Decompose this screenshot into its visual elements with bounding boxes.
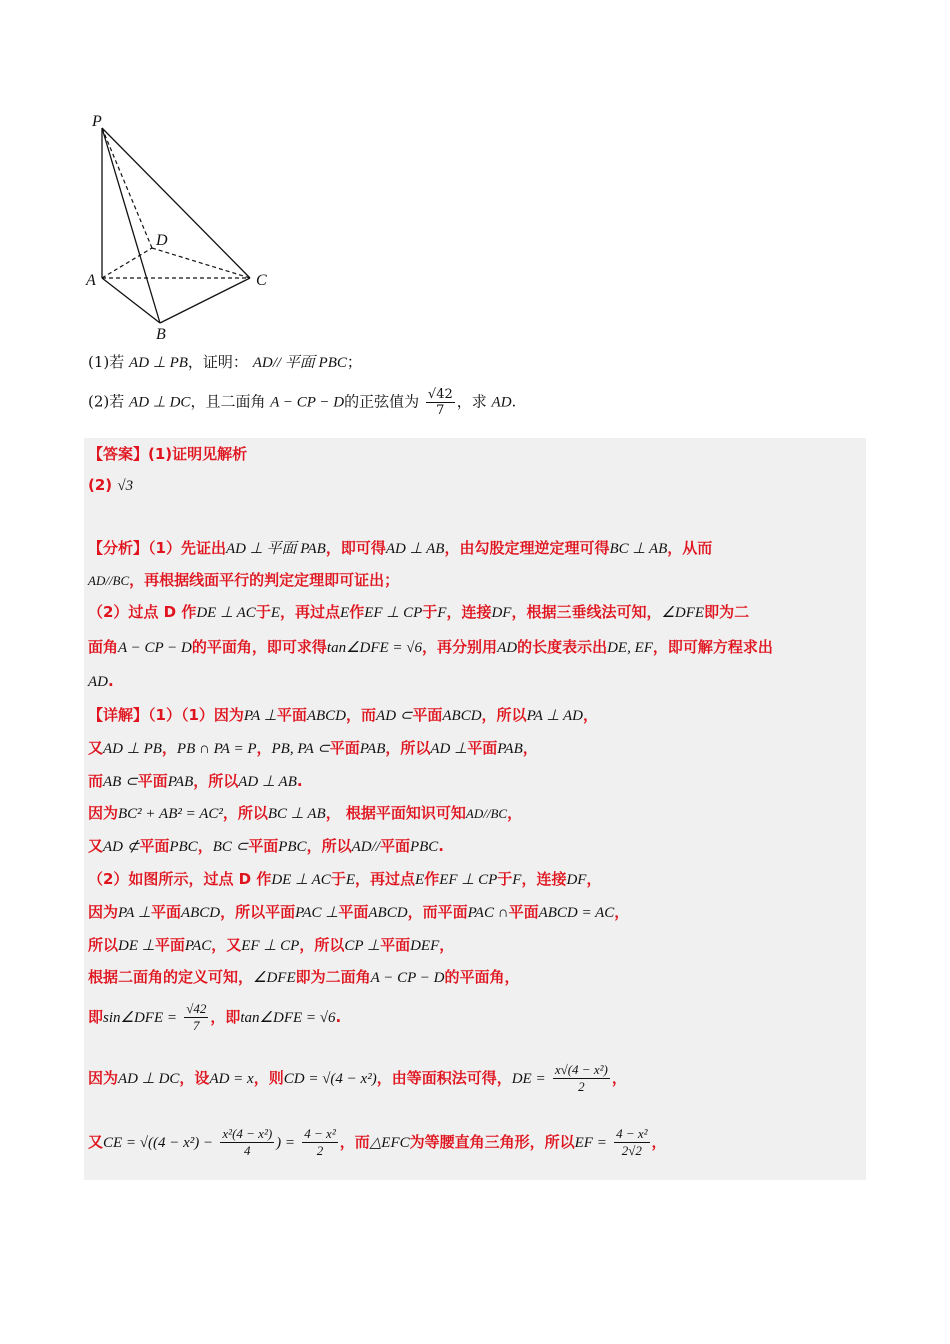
analysis-line-3: （2）过点 D 作DE ⊥ AC于E，再过点E作EF ⊥ CP于F，连接DF，根据三垂线法可知，∠DFE即为二 (88, 603, 750, 621)
detail-line-3: 而AB ⊂平面PAB，所以AD ⊥ AB. (88, 772, 303, 790)
math: AD// 平面 PBC (252, 355, 347, 371)
detail-line-8: 所以DE ⊥平面PAC，又EF ⊥ CP，所以CP ⊥平面DEF， (88, 936, 455, 954)
text: 的正弦值为 (344, 392, 420, 411)
fraction: $\frac{\text{x²(4 − x²)}}{4}$ (222, 1126, 273, 1158)
analysis-line-2: AD//BC，再根据线面平行的判定定理即可证出； (88, 571, 400, 589)
analysis-line-1: 【分析】（1）先证出AD ⊥ 平面 PAB，即可得AD ⊥ AB，由勾股定理逆定理可得BC ⊥ AB，从而 (88, 539, 713, 557)
detail-line-7: 因为PA ⊥平面ABCD，所以平面PAC ⊥平面ABCD，而平面PAC ∩平面ABCD = AC， (88, 903, 630, 921)
detail-line-6: （2）如图所示，过点 D 作DE ⊥ AC于E，再过点E作EF ⊥ CP于F，连接DF， (88, 870, 602, 888)
label-p: P (92, 113, 102, 130)
fraction: $\frac{√42}{7}$ (186, 1001, 207, 1033)
detail-line-11: 因为AD ⊥ DC，设AD = x，则CD = √(4 − x²)，由等面积法可得，DE = $\frac{\text{x√(4 − x²)}}{2}$ ， (88, 1062, 627, 1094)
question-2 (88, 387, 516, 418)
detail-line-1: 【详解】（1）（1）因为PA ⊥平面ABCD，而AD ⊂平面ABCD，所以PA ⊥ AD， (88, 706, 598, 724)
edge-pd (102, 128, 152, 248)
detail-line-2: 又AD ⊥ PB，PB ∩ PA = P，PB, PA ⊂平面PAB，所以AD ⊥平面PAB， (88, 739, 538, 757)
math: AD ⊥ DC (129, 394, 191, 411)
detail-line-12: 又CE = √((4 − x²) − $\frac{\text{x²(4 − x²)}}{4}$ ) = $\frac{\text{4 − x²}}{2}$ ，而△EFC为等腰直角三角形，所以EF = $\frac{\text{4 − x²}}{2√2}$ ， (88, 1126, 667, 1158)
answer-line-2: (2) √3 (88, 476, 134, 494)
text: . (511, 392, 517, 411)
detail-line-4: 因为BC² + AB² = AC²，所以BC ⊥ AB， 根据平面知识可知AD//BC， (88, 804, 523, 822)
text: ，且二面角 (190, 392, 266, 411)
detail-line-9: 根据二面角的定义可知，∠DFE即为二面角A − CP − D的平面角， (88, 968, 520, 986)
label-d: D (156, 232, 168, 249)
edge-bc (160, 278, 250, 323)
fraction: $\frac{\text{x√(4 − x²)}}{2}$ (554, 1062, 608, 1094)
label-c: C (256, 272, 267, 289)
fraction: $\frac{\text{4 − x²}}{2√2}$ (616, 1126, 648, 1158)
label-a: A (86, 272, 96, 289)
detail-line-10: 即sin∠DFE = $\frac{√42}{7}$ ，即tan∠DFE = √6. (88, 1001, 342, 1033)
text: ，求 (456, 392, 487, 411)
math: AD (491, 394, 512, 411)
fraction: $\frac{√42}{7}$ (427, 387, 453, 418)
question-1 (88, 351, 362, 372)
math: AD ⊥ PB (129, 355, 188, 371)
detail-line-5: 又AD ⊄平面PBC，BC ⊂平面PBC，所以AD//平面PBC. (88, 837, 444, 855)
label-b: B (156, 326, 166, 343)
analysis-line-5: AD. (88, 672, 114, 690)
edge-ab (102, 278, 160, 323)
answer-line-1: 【答案】(1)证明见解析 (88, 445, 248, 463)
math: A − CP − D (270, 394, 345, 411)
edge-ad (102, 248, 152, 278)
pyramid-figure (78, 108, 278, 343)
text: ，证明： (187, 353, 248, 371)
text: (1)若 (88, 353, 125, 371)
text: ； (346, 353, 362, 371)
analysis-line-4: 面角A − CP − D的平面角，即可求得tan∠DFE = √6，再分别用AD的长度表示出DE, EF，即可解方程求出 (88, 638, 773, 656)
text: (2)若 (88, 392, 125, 411)
fraction: $\frac{\text{4 − x²}}{2}$ (304, 1126, 336, 1158)
